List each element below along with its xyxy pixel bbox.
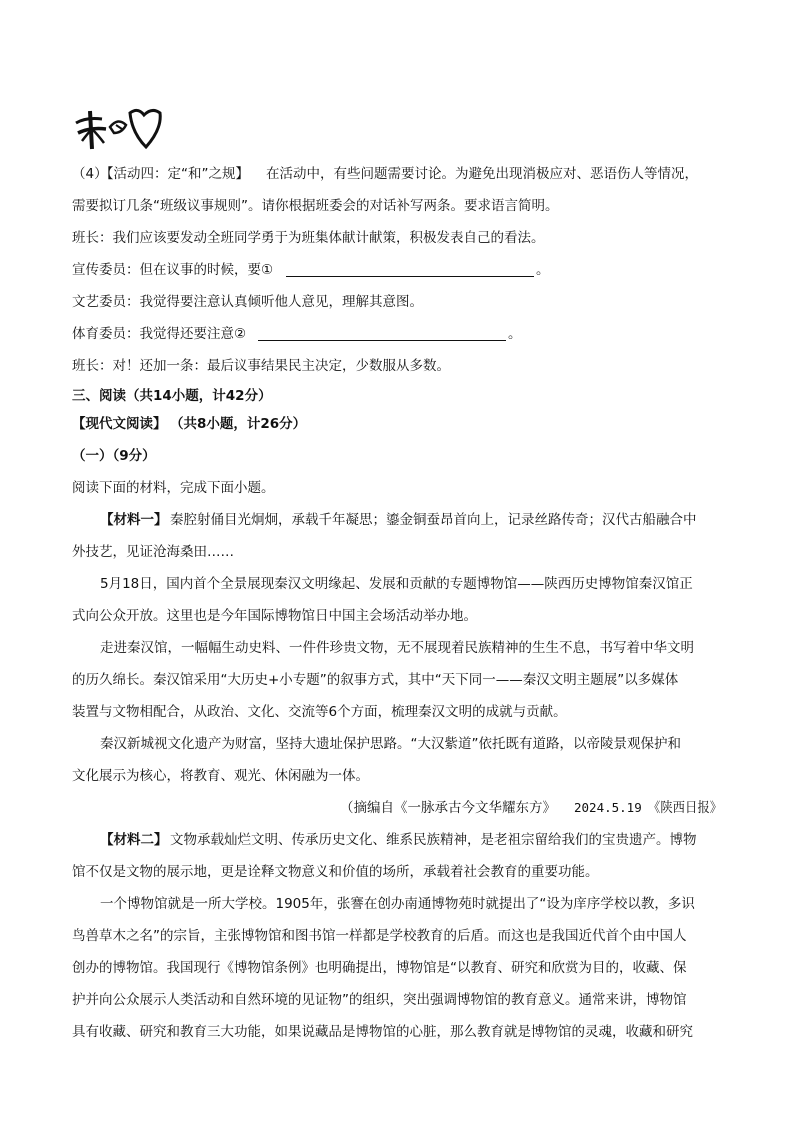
material-label: 【材料二】: [100, 832, 168, 848]
paragraph-text: 外技艺，见证沧海桑田……: [72, 544, 234, 560]
paragraph-text: 5月18日，国内首个全景展现秦汉文明缘起、发展和贡献的专题博物馆——陕西历史博物馆秦汉馆正: [100, 576, 693, 592]
source-date: 2024.5.19: [574, 800, 642, 815]
dialogue-text: 班长：我们应该要发动全班同学勇于为班集体献计献策，积极发表自己的看法。: [72, 230, 545, 246]
paragraph-text: 创办的博物馆。我国现行《博物馆条例》也明确提出，博物馆是“以教育、研究和欣赏为目的，收藏、保: [72, 960, 687, 976]
subsection-score: （共8小题，计26分）: [170, 416, 307, 432]
paragraph-text: 装置与文物相配合，从政治、文化、交流等6个方面，梳理秦汉文明的成就与贡献。: [72, 704, 567, 720]
paragraph-text: 文化展示为核心，将教育、观光、休闲融为一体。: [72, 768, 369, 784]
question-number: （4）: [72, 166, 108, 182]
answer-blank-2[interactable]: [258, 326, 506, 341]
dialogue-text: 班长：对！还加一条：最后议事结果民主决定，少数服从多数。: [72, 358, 450, 374]
subsection-title: 【现代文阅读】: [72, 416, 167, 432]
section-title: 三、阅读（共14小题，计42分）: [72, 388, 272, 404]
paragraph-text: 走进秦汉馆，一幅幅生动史料、一件件珍贵文物，无不展现着民族精神的生生不息，书写着中华文明: [100, 640, 694, 656]
dialogue-text: 文艺委员：我觉得要注意认真倾听他人意见，理解其意图。: [72, 294, 423, 310]
paragraph-text: 秦汉新城视文化遗产为财富，坚持大遗址保护思路。“大汉紫道”依托既有道路，以帝陵景观保护和: [100, 736, 681, 752]
paragraph-text: 一个博物馆就是一所大学校。1905年，张謇在创办南通博物苑时就提出了“设为庠序学校以教，多识: [100, 896, 695, 912]
punctuation: 。: [508, 326, 522, 342]
paragraph-text: 护并向公众展示人类活动和自然环境的见证物”的组织，突出强调博物馆的教育意义。通常来讲，博物馆: [72, 992, 687, 1008]
punctuation: 。: [536, 262, 550, 278]
paragraph-text: 鸟兽草木之名”的宗旨，主张博物馆和图书馆一样都是学校教育的后盾。而这也是我国近代首个由中国人: [72, 928, 687, 944]
paragraph-text: 馆不仅是文物的展示地，更是诠释文物意义和价值的场所，承载着社会教育的重要功能。: [72, 864, 599, 880]
activity4-title: 【活动四：定“和”之规】: [100, 166, 249, 182]
dialogue-text: 体育委员：我觉得还要注意②: [72, 326, 247, 342]
paragraph-text: 式向公众开放。这里也是今年国际博物馆日中国主会场活动举办地。: [72, 608, 477, 624]
material-label: 【材料一】: [100, 512, 168, 528]
dialogue-text: 宣传委员：但在议事的时候，要①: [72, 262, 274, 278]
source-newspaper: 《陕西日报》: [648, 800, 723, 816]
source-title: （摘编自《一脉承古今文华耀东方》: [340, 800, 556, 816]
paragraph-text: 文物承载灿烂文明、传承历史文化、维系民族精神，是老祖宗留给我们的宝贵遗产。博物: [170, 832, 697, 848]
activity4-text-cont: 需要拟订几条“班级议事规则”。请你根据班委会的对话补写两条。要求语言简明。: [72, 198, 559, 214]
activity4-text: 在活动中，有些问题需要讨论。为避免出现消极应对、恶语伤人等情况，: [266, 166, 698, 182]
paragraph-text: 秦腔射俑目光炯炯，承载千年凝思；鎏金铜蚕昂首向上，记录丝路传奇；汉代古船融合中: [170, 512, 697, 528]
part-title: （一）（9分）: [72, 448, 156, 464]
paragraph-text: 具有收藏、研究和教育三大功能，如果说藏品是博物馆的心脏，那么教育就是博物馆的灵魂，收藏和研究: [72, 1024, 693, 1040]
answer-blank-1[interactable]: [286, 262, 534, 277]
he-calligraphy-logo: [72, 103, 172, 153]
instruction-text: 阅读下面的材料，完成下面小题。: [72, 480, 275, 496]
paragraph-text: 的历久绵长。秦汉馆采用“大历史+小专题”的叙事方式，其中“天下同一——秦汉文明主题展”以多媒体: [72, 672, 679, 688]
